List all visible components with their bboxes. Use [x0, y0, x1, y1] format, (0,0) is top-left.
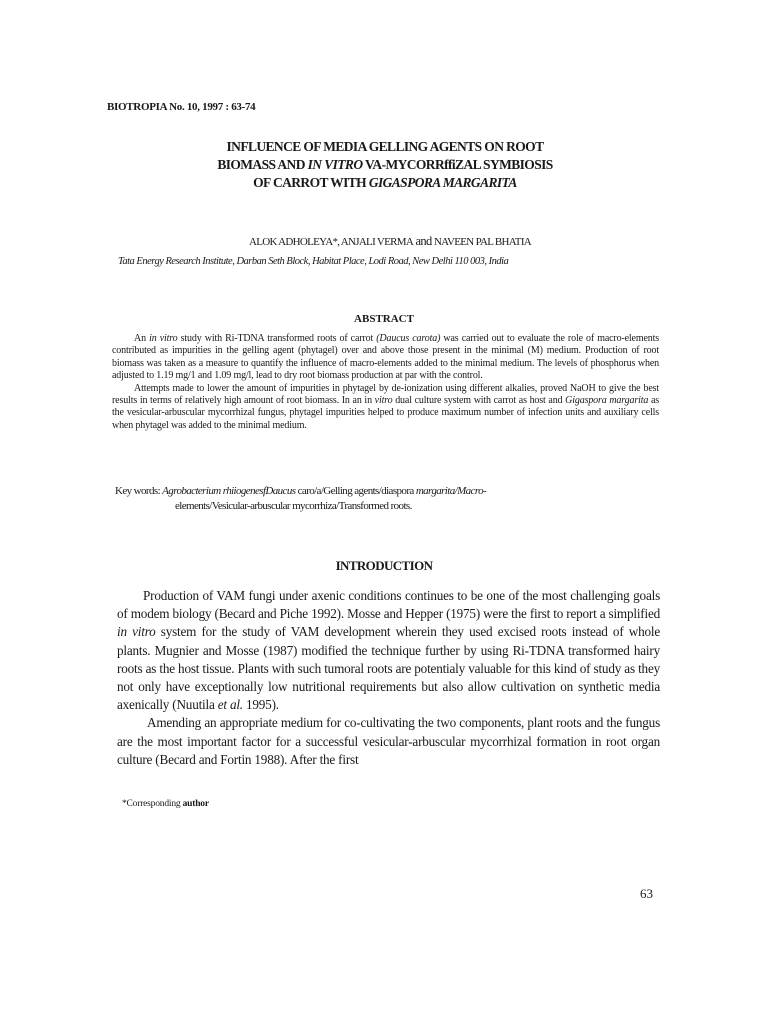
journal-citation: BIOTROPIA No. 10, 1997 : 63-74: [107, 101, 256, 113]
keywords-label: Key words:: [115, 485, 163, 497]
title-italic: GIGASPORA MARGARITA: [368, 175, 517, 190]
keywords-text: caro/a/Gelling agents/diaspora: [295, 485, 416, 497]
author-separator: ,: [337, 236, 341, 248]
keywords-line-2: elements/Vesicular-arbuscular mycorrhiza/Transformed roots.: [175, 500, 412, 512]
footnote-bold: author: [182, 799, 209, 809]
keywords-italic: margarita/Macro-: [415, 485, 487, 497]
author-3: NAVEEN PAL BHATIA: [433, 236, 532, 248]
italic-text: in vitro: [117, 624, 156, 640]
text: Production of VAM fungi under axenic conditions continues to be one of the most challenging goals of modem biology (Becard and Piche 1992). Mosse and Hepper (1975) were the first to report a simplified: [117, 588, 660, 622]
title-text: VA-MYCORRffiZAL SYMBIOSIS: [362, 157, 553, 172]
page-number: 63: [640, 886, 653, 901]
abstract-body: [112, 333, 659, 432]
author-conjunction: and: [413, 234, 434, 248]
italic-text: Gigaspora margarita: [565, 395, 649, 407]
abstract-heading: ABSTRACT: [354, 313, 414, 325]
italic-text: in vitro: [149, 333, 178, 344]
footnote-text: *Corresponding: [122, 799, 183, 809]
abstract-paragraph-1: [112, 333, 659, 383]
title-italic: IN VITRO: [307, 157, 363, 172]
keywords: [115, 484, 665, 514]
abstract-paragraph-2: [112, 383, 659, 433]
author-1: ALOK ADHOLEYA*: [248, 236, 338, 248]
title-text: BIOMASS AND: [217, 157, 308, 172]
text: Attempts made to lower the amount of impurities in phytagel by de-ionization using different alkalies, proved NaOH to give the best results in terms of relatively high amount of root biomass. In an in: [112, 382, 659, 407]
italic-text: (Daucus carota): [376, 333, 441, 344]
introduction-body: [117, 587, 660, 769]
text: dual culture system with carrot as host and: [392, 395, 566, 407]
intro-paragraph-2: Amending an appropriate medium for co-cultivating the two components, plant roots and the fungus are the most important factor for a successful vesicular-arbuscular mycorrhizal formation in root organ culture (Becard and Fortin 1988). After the first: [117, 715, 660, 767]
italic-text: vitro: [374, 395, 393, 407]
title-line-3: [150, 174, 620, 192]
title-text: OF CARROT WITH: [253, 175, 369, 190]
intro-paragraph-1: [117, 587, 660, 714]
italic-text: et al.: [217, 697, 243, 713]
text: study with Ri-TDNA transformed roots of carrot: [177, 333, 377, 344]
title-line-2: [150, 156, 620, 174]
text: was carried out to evaluate the role of macro-elements contributed as impurities in the gelling agent (phytagel) over and above those present in the minimal (M) medium. Production of root biomass was taken as a measure to quantify the influence of macro-elements added to the minimal medium. The levels of phosphorus when adjusted to 1.19 mg/1 and 1.09 mg/l, lead to dry root biomass production at par with the control.: [112, 333, 659, 382]
text: system for the study of VAM development wherein they used excised roots instead of whole plants. Mugnier and Mosse (1987) modified the technique further by using Ri-TDNA transformed hairy roots as the host tissue. Plants with such tumoral roots are potentialy valuable for this kind of study as they not only have exceptionally low nutritional requirements but also allow cultivation on synthetic media axenically (Nuutila: [117, 624, 660, 713]
footnote: [122, 799, 209, 809]
introduction-heading: INTRODUCTION: [335, 558, 433, 573]
text: An: [134, 333, 150, 344]
author-2: ANJALI VERMA: [340, 236, 414, 248]
text: as the vesicular-arbuscular mycorrhizal fungus, phytagel impurities helped to produce maximum number of infection units and auxiliary cells when phytagel was added to the minimal medium.: [112, 395, 659, 431]
title-line-1: INFLUENCE OF MEDIA GELLING AGENTS ON ROOT: [226, 139, 544, 154]
affiliation: Tata Energy Research Institute, Darban Seth Block, Habitat Place, Lodi Road, New Delhi 110 003, India: [118, 256, 509, 267]
keywords-italic: Agrobacterium rhiiogenesfDaucus: [162, 485, 296, 497]
paper-title: [150, 138, 620, 192]
text: 1995).: [242, 697, 279, 713]
author-list: [120, 234, 660, 249]
